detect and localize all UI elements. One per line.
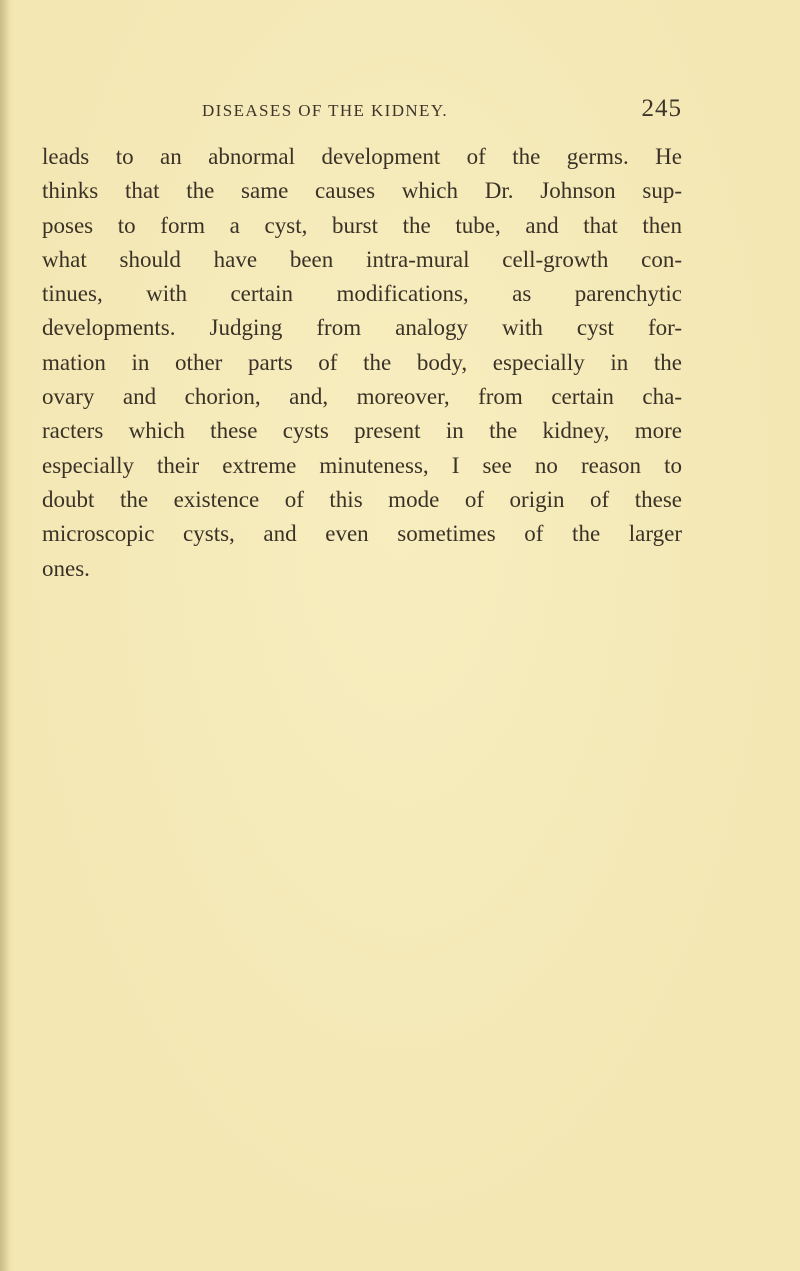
text-line: tinues, with certain modifications, as parenchytic xyxy=(42,281,682,307)
text-line: doubt the existence of this mode of origin of these xyxy=(42,486,682,512)
running-head xyxy=(42,95,682,131)
text-line: racters which these cysts present in the kidney, more xyxy=(42,418,682,444)
text-line: especially their extreme minuteness, I see no reason to xyxy=(42,452,682,478)
text-line: poses to form a cyst, burst the tube, and that then xyxy=(42,212,682,238)
text-line: ovary and chorion, and, moreover, from certain cha- xyxy=(42,384,682,410)
text-line: microscopic cysts, and even sometimes of the larger xyxy=(42,521,682,547)
text-line: thinks that the same causes which Dr. Johnson sup- xyxy=(42,178,682,204)
page-number: 245 xyxy=(641,95,682,122)
page-edge-shadow xyxy=(0,0,10,1271)
text-line: developments. Judging from analogy with cyst for- xyxy=(42,315,682,341)
text-line: leads to an abnormal development of the germs. He xyxy=(42,144,682,169)
text-line: what should have been intra-mural cell-growth con- xyxy=(42,246,682,272)
text-line: mation in other parts of the body, especially in the xyxy=(42,349,682,375)
body-paragraph xyxy=(42,140,682,586)
running-title: DISEASES OF THE KIDNEY. xyxy=(202,101,448,120)
text-line-last: ones. xyxy=(42,555,90,581)
